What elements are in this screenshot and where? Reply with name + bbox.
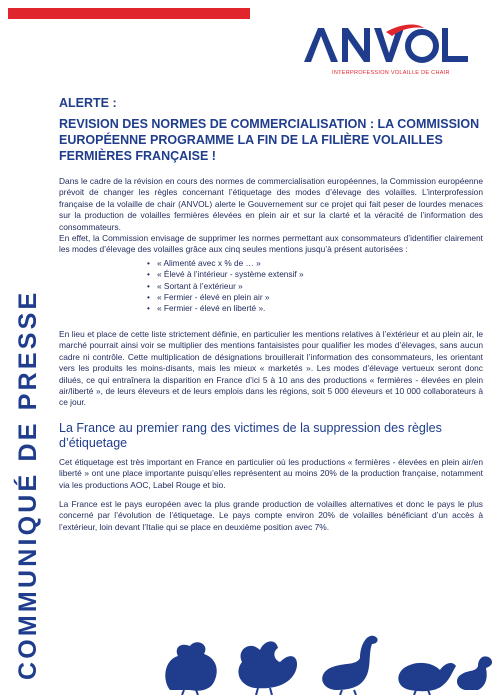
top-red-bar <box>8 8 250 19</box>
alert-label: ALERTE : <box>59 96 117 110</box>
list-item: • « Alimenté avec x % de … » <box>147 258 483 269</box>
paragraph-mentions: En effet, la Commission envisage de supprimer les normes permettant aux consommateurs d’identifier clairement les modes d’élevage des volailles grâce aux cinq seules mentions jusqu’à présent autorisées : <box>59 233 483 255</box>
logo-tagline: INTERPROFESSION VOLAILLE DE CHAIR <box>332 70 450 76</box>
list-item: • « Élevé à l’intérieur - système extensif » <box>147 269 483 280</box>
list-item: • « Fermier - élevé en liberté ». <box>147 303 483 314</box>
list-item: • « Sortant à l’extérieur » <box>147 281 483 292</box>
list-item: • « Fermier - élevé en plein air » <box>147 292 483 303</box>
poultry-silhouettes-icon <box>160 620 495 695</box>
alert-headline: REVISION DES NORMES DE COMMERCIALISATION : LA COMMISSION EUROPÉENNE PROGRAMME LA FIN DE LA FILIÈRE VOLAILLES FERMIÈRES FRANÇAISE ! <box>59 117 480 163</box>
paragraph-france-rank: La France est le pays européen avec la plus grande production de volailles alternatives et donc le pays le plus concerné par l’évolution de l’étiquetage. Le pays compte environ 20% de volailles bénéficiant d’un accès à l’extérieur, loin devant l’Italie qui se place en deuxième position avec 7%. <box>59 498 483 532</box>
anvol-logo <box>300 22 485 82</box>
main-content <box>59 95 483 533</box>
paragraph-consequences: En lieu et place de cette liste strictement définie, en particulier les mentions relatives à l’extérieur et au plein air, le marché pourrait ainsi voir se multiplier des mentions fantaisistes pour qualifier les modes d’élevages, sans aucun cadre ni contrôle. Cette multiplication de désignations brouillerait l’information des consommateurs, les orientant vers les produits les moins-disants, mais les mieux « marketés ». Les modes d’élevage vertueux seront donc dilués, ce qui entraînera la disparition en France d’ici 5 à 10 ans des productions « fermières - élevées en plein air/liberté », de leurs éleveurs et de leurs emplois dans les régions, soit 5 000 éleveurs et 10 000 collaborateurs à ce jour. <box>59 328 483 408</box>
side-title: COMMUNIQUÉ DE PRESSE <box>14 289 42 680</box>
mentions-list <box>59 258 483 315</box>
paragraph-intro: Dans le cadre de la révision en cours des normes de commercialisation européennes, la Commission européenne prévoit de changer les règles concernant l’étiquetage des modes d’élevage des volailles. L’interprofession française de la volaille de chair (ANVOL) alerte le Gouvernement sur ce projet qui fait peser de lourdes menaces sur la production de volailles fermières élevées en plein air et sur la clarté et la véracité de l’information des consommateurs. <box>59 176 483 232</box>
section-title: La France au premier rang des victimes de la suppression des règles d’étiquetage <box>59 420 442 450</box>
anvol-logo-mark <box>300 22 485 72</box>
alert-block <box>59 95 483 164</box>
paragraph-france-share: Cet étiquetage est très important en France en particulier où les productions « fermières - élevées en plein air/en liberté » ont une place importante puisqu’elles représentent au moins 20% de la production française, notamment via les productions AOC, Label Rouge et bio. <box>59 456 483 490</box>
